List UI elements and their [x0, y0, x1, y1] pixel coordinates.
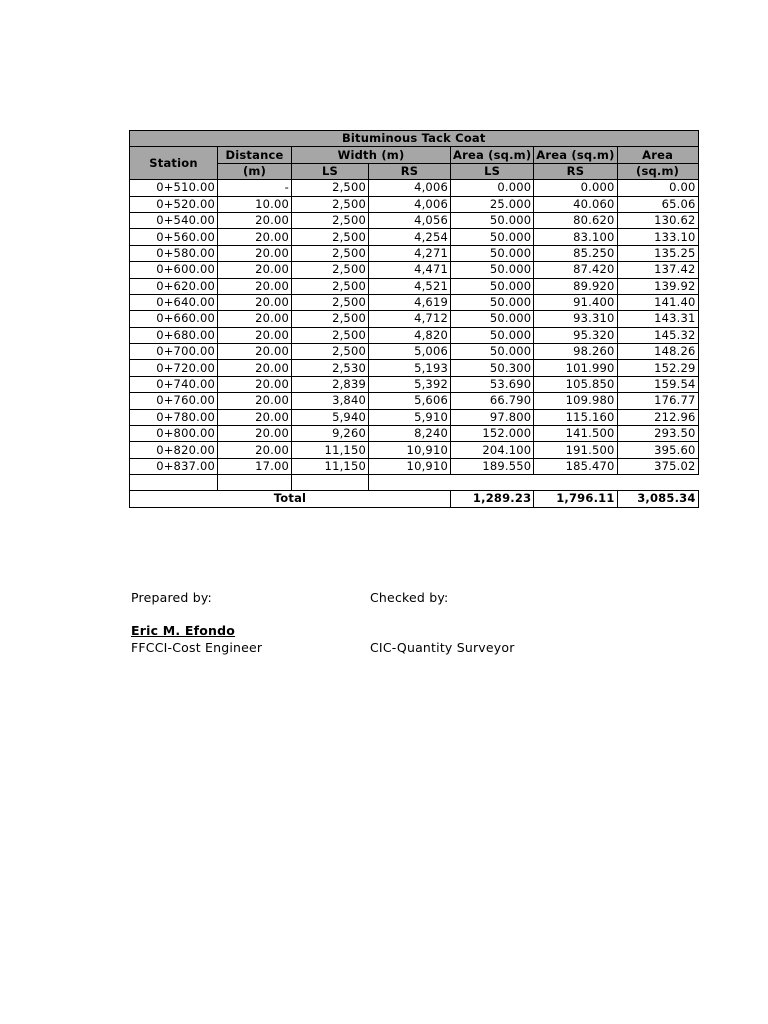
- header-station: Station: [130, 147, 218, 180]
- cell-station: 0+540.00: [130, 212, 218, 228]
- cell-area-ls: 189.550: [451, 458, 534, 474]
- cell-distance: 10.00: [218, 196, 292, 212]
- cell-distance: 20.00: [218, 409, 292, 425]
- cell-station: 0+740.00: [130, 376, 218, 392]
- header-area-ls-side: LS: [451, 163, 534, 179]
- cell-area-ls: 53.690: [451, 376, 534, 392]
- cell-distance: 20.00: [218, 344, 292, 360]
- blank-cell: [218, 475, 292, 491]
- cell-distance: 20.00: [218, 376, 292, 392]
- header-row-1: [130, 147, 699, 163]
- cell-width-ls: 3,840: [292, 393, 369, 409]
- cell-area-ls: 50.000: [451, 278, 534, 294]
- cell-area-rs: 95.320: [534, 327, 617, 343]
- table-row: [130, 442, 699, 458]
- cell-area: 375.02: [617, 458, 698, 474]
- cell-distance: 20.00: [218, 442, 292, 458]
- cell-area: 0.00: [617, 180, 698, 196]
- cell-width-rs: 4,712: [369, 311, 451, 327]
- cell-area: 395.60: [617, 442, 698, 458]
- cell-area-ls: 66.790: [451, 393, 534, 409]
- cell-area-rs: 141.500: [534, 426, 617, 442]
- cell-area: 293.50: [617, 426, 698, 442]
- cell-area: 139.92: [617, 278, 698, 294]
- cell-station: 0+560.00: [130, 229, 218, 245]
- cell-area-rs: 83.100: [534, 229, 617, 245]
- cell-width-ls: 2,500: [292, 245, 369, 261]
- total-area-rs: 1,796.11: [534, 491, 617, 507]
- cell-width-rs: 4,056: [369, 212, 451, 228]
- cell-distance: 20.00: [218, 229, 292, 245]
- total-label: Total: [130, 491, 451, 507]
- cell-distance: 17.00: [218, 458, 292, 474]
- cell-area-rs: 85.250: [534, 245, 617, 261]
- cell-area-ls: 0.000: [451, 180, 534, 196]
- cell-station: 0+680.00: [130, 327, 218, 343]
- cell-area-rs: 0.000: [534, 180, 617, 196]
- cell-area-rs: 80.620: [534, 212, 617, 228]
- cell-width-ls: 2,500: [292, 229, 369, 245]
- total-area: 3,085.34: [617, 491, 698, 507]
- table-row: [130, 344, 699, 360]
- header-width-ls: LS: [292, 163, 369, 179]
- cell-station: 0+837.00: [130, 458, 218, 474]
- header-area-rs-side: RS: [534, 163, 617, 179]
- cell-area: 135.25: [617, 245, 698, 261]
- cell-area: 137.42: [617, 262, 698, 278]
- cell-width-rs: 4,006: [369, 196, 451, 212]
- cell-area-ls: 50.000: [451, 245, 534, 261]
- cell-area: 148.26: [617, 344, 698, 360]
- cell-distance: 20.00: [218, 262, 292, 278]
- cell-area-rs: 191.500: [534, 442, 617, 458]
- cell-area-ls: 204.100: [451, 442, 534, 458]
- cell-distance: 20.00: [218, 278, 292, 294]
- cell-station: 0+640.00: [130, 294, 218, 310]
- cell-station: 0+760.00: [130, 393, 218, 409]
- cell-width-rs: 4,006: [369, 180, 451, 196]
- cell-area-rs: 93.310: [534, 311, 617, 327]
- cell-distance: 20.00: [218, 294, 292, 310]
- cell-width-rs: 4,521: [369, 278, 451, 294]
- cell-distance: 20.00: [218, 426, 292, 442]
- cell-area-ls: 50.000: [451, 327, 534, 343]
- table-row: [130, 458, 699, 474]
- cell-distance: 20.00: [218, 360, 292, 376]
- cell-width-ls: 2,500: [292, 212, 369, 228]
- cell-area-rs: 115.160: [534, 409, 617, 425]
- cell-area-ls: 50.000: [451, 212, 534, 228]
- cell-station: 0+510.00: [130, 180, 218, 196]
- cell-distance: 20.00: [218, 311, 292, 327]
- cell-station: 0+580.00: [130, 245, 218, 261]
- header-distance-unit: (m): [218, 163, 292, 179]
- cell-area: 141.40: [617, 294, 698, 310]
- header-width-rs: RS: [369, 163, 451, 179]
- cell-area-ls: 50.000: [451, 294, 534, 310]
- cell-area: 152.29: [617, 360, 698, 376]
- table-row: [130, 426, 699, 442]
- cell-station: 0+800.00: [130, 426, 218, 442]
- cell-area-rs: 98.260: [534, 344, 617, 360]
- table-row: [130, 311, 699, 327]
- cell-station: 0+700.00: [130, 344, 218, 360]
- table-title: Bituminous Tack Coat: [130, 131, 699, 147]
- checked-by-title: CIC-Quantity Surveyor: [370, 640, 515, 655]
- cell-area-ls: 152.000: [451, 426, 534, 442]
- cell-station: 0+780.00: [130, 409, 218, 425]
- header-area: Area: [617, 147, 698, 163]
- cell-width-ls: 2,500: [292, 294, 369, 310]
- cell-area-rs: 105.850: [534, 376, 617, 392]
- blank-cell: [130, 475, 218, 491]
- header-area-ls: Area (sq.m): [451, 147, 534, 163]
- cell-width-ls: 5,940: [292, 409, 369, 425]
- cell-area: 133.10: [617, 229, 698, 245]
- total-area-ls: 1,289.23: [451, 491, 534, 507]
- cell-width-ls: 2,530: [292, 360, 369, 376]
- cell-width-ls: 2,500: [292, 262, 369, 278]
- prepared-by-name: Eric M. Efondo: [131, 623, 236, 638]
- title-row: [130, 131, 699, 147]
- table-row: [130, 278, 699, 294]
- cell-area: 145.32: [617, 327, 698, 343]
- cell-area-rs: 109.980: [534, 393, 617, 409]
- cell-width-rs: 5,606: [369, 393, 451, 409]
- header-distance: Distance: [218, 147, 292, 163]
- cell-width-rs: 5,910: [369, 409, 451, 425]
- cell-width-rs: 5,006: [369, 344, 451, 360]
- cell-area-rs: 101.990: [534, 360, 617, 376]
- cell-area-rs: 185.470: [534, 458, 617, 474]
- cell-width-ls: 2,839: [292, 376, 369, 392]
- cell-area-ls: 97.800: [451, 409, 534, 425]
- cell-width-rs: 4,271: [369, 245, 451, 261]
- cell-area-rs: 89.920: [534, 278, 617, 294]
- table-row: [130, 212, 699, 228]
- blank-cell: [369, 475, 699, 491]
- cell-station: 0+820.00: [130, 442, 218, 458]
- table-row: [130, 229, 699, 245]
- cell-width-ls: 2,500: [292, 311, 369, 327]
- table-row: [130, 180, 699, 196]
- cell-width-rs: 4,471: [369, 262, 451, 278]
- prepared-by-label: Prepared by:: [131, 590, 212, 605]
- cell-width-rs: 10,910: [369, 458, 451, 474]
- cell-station: 0+660.00: [130, 311, 218, 327]
- cell-area-ls: 50.000: [451, 262, 534, 278]
- cell-distance: 20.00: [218, 212, 292, 228]
- cell-station: 0+720.00: [130, 360, 218, 376]
- table-row: [130, 376, 699, 392]
- table-row: [130, 393, 699, 409]
- cell-width-ls: 2,500: [292, 327, 369, 343]
- table-row: [130, 327, 699, 343]
- cell-width-rs: 4,254: [369, 229, 451, 245]
- cell-width-rs: 10,910: [369, 442, 451, 458]
- table-row: [130, 360, 699, 376]
- cell-width-ls: 2,500: [292, 196, 369, 212]
- cell-area-ls: 50.000: [451, 311, 534, 327]
- cell-width-ls: 9,260: [292, 426, 369, 442]
- cell-distance: 20.00: [218, 245, 292, 261]
- cell-area: 212.96: [617, 409, 698, 425]
- cell-width-rs: 8,240: [369, 426, 451, 442]
- tack-coat-table: [129, 130, 699, 508]
- cell-distance: 20.00: [218, 393, 292, 409]
- header-width: Width (m): [292, 147, 451, 163]
- cell-area: 65.06: [617, 196, 698, 212]
- cell-area-rs: 87.420: [534, 262, 617, 278]
- cell-area-ls: 50.300: [451, 360, 534, 376]
- cell-width-ls: 11,150: [292, 442, 369, 458]
- cell-distance: -: [218, 180, 292, 196]
- cell-distance: 20.00: [218, 327, 292, 343]
- cell-width-rs: 5,193: [369, 360, 451, 376]
- blank-row: [130, 475, 699, 491]
- table-row: [130, 196, 699, 212]
- header-area-unit: (sq.m): [617, 163, 698, 179]
- table-row: [130, 262, 699, 278]
- cell-station: 0+600.00: [130, 262, 218, 278]
- table-row: [130, 245, 699, 261]
- cell-area-rs: 40.060: [534, 196, 617, 212]
- cell-area-ls: 50.000: [451, 344, 534, 360]
- cell-width-rs: 4,820: [369, 327, 451, 343]
- cell-area: 159.54: [617, 376, 698, 392]
- prepared-by-title: FFCCI-Cost Engineer: [131, 640, 263, 655]
- cell-area: 130.62: [617, 212, 698, 228]
- cell-area-ls: 50.000: [451, 229, 534, 245]
- table-row: [130, 409, 699, 425]
- header-area-rs: Area (sq.m): [534, 147, 617, 163]
- cell-width-ls: 2,500: [292, 344, 369, 360]
- cell-area-ls: 25.000: [451, 196, 534, 212]
- cell-width-ls: 11,150: [292, 458, 369, 474]
- cell-width-rs: 5,392: [369, 376, 451, 392]
- cell-area: 176.77: [617, 393, 698, 409]
- cell-area-rs: 91.400: [534, 294, 617, 310]
- blank-cell: [292, 475, 369, 491]
- cell-width-ls: 2,500: [292, 278, 369, 294]
- table-row: [130, 294, 699, 310]
- cell-area: 143.31: [617, 311, 698, 327]
- cell-width-ls: 2,500: [292, 180, 369, 196]
- cell-station: 0+620.00: [130, 278, 218, 294]
- cell-width-rs: 4,619: [369, 294, 451, 310]
- total-row: [130, 491, 699, 507]
- cell-station: 0+520.00: [130, 196, 218, 212]
- checked-by-label: Checked by:: [370, 590, 449, 605]
